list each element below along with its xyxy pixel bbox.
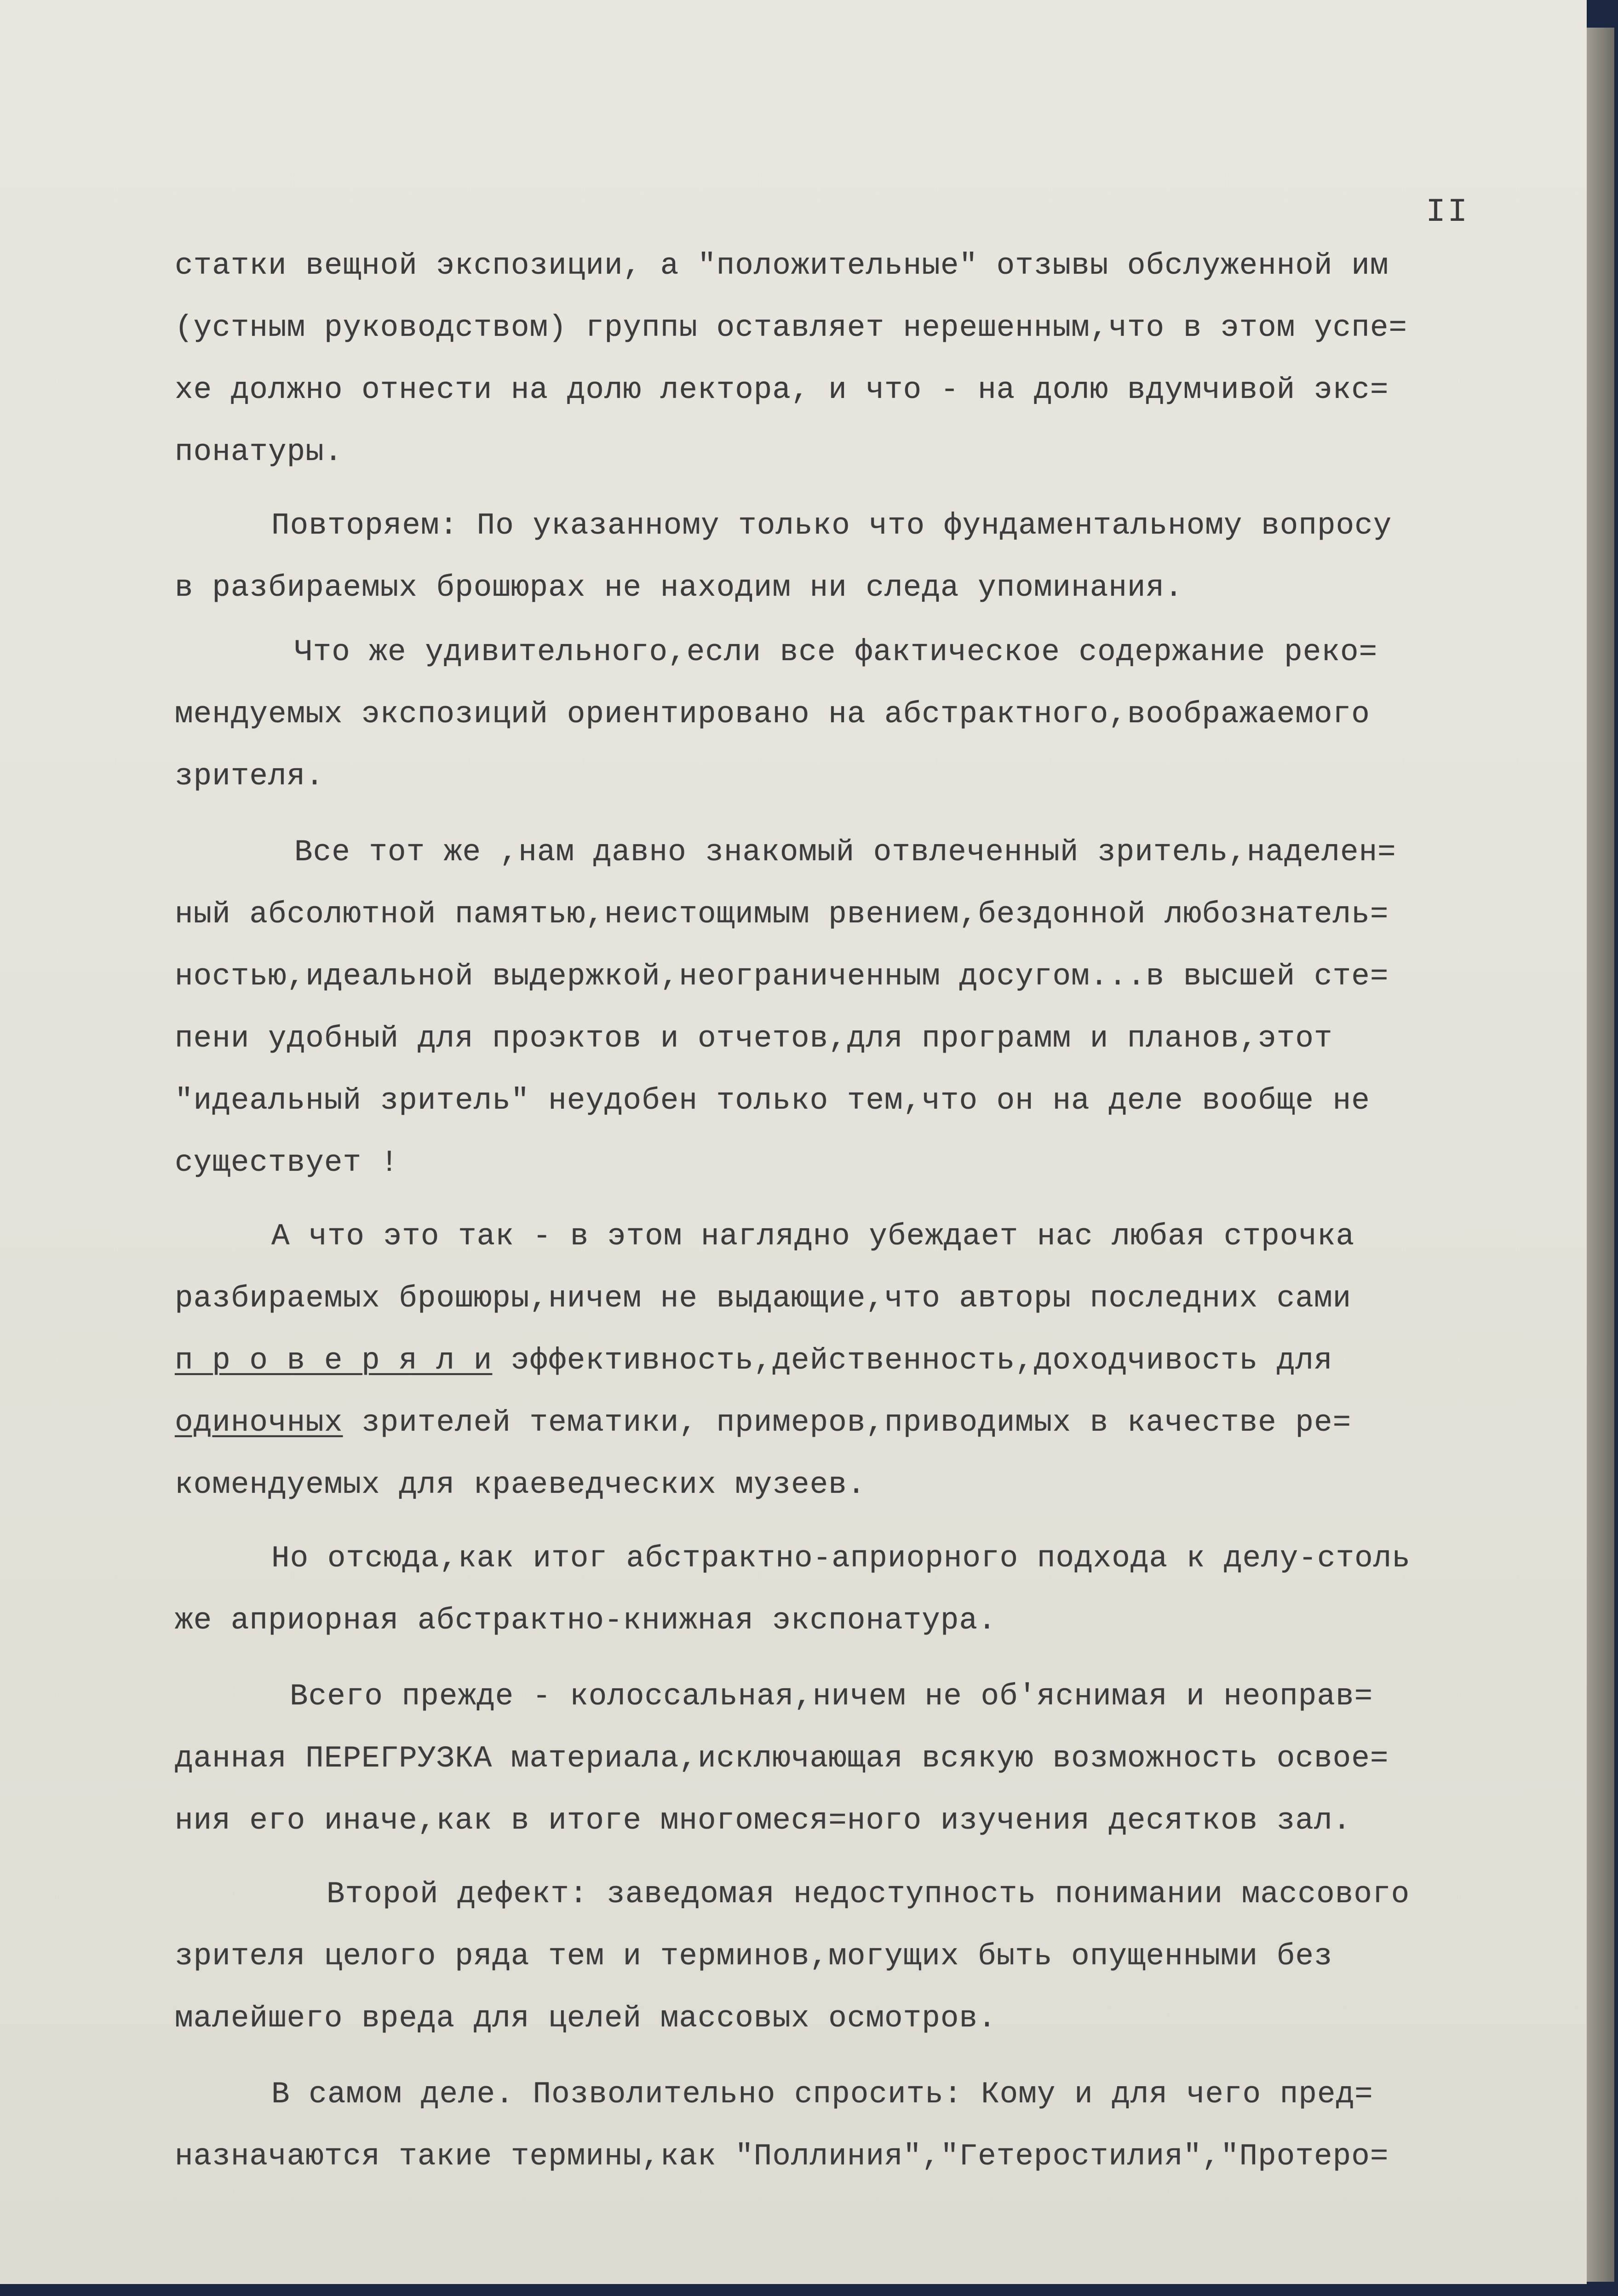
text-line-13: пени удобный для проэктов и отчетов,для программ и планов,этот	[175, 1021, 1333, 1056]
text-line-1: статки вещной экспозиции, а "положительные" отзывы обслуженной им	[175, 248, 1389, 283]
text-line-2: (устным руководством) группы оставляет нерешенным,что в этом успе=	[175, 311, 1408, 345]
text-line-6: в разбираемых брошюрах не находим ни следа упоминания.	[175, 570, 1183, 605]
text-line-19-rest: зрителей тематики, примеров,приводимых в качестве ре=	[343, 1405, 1352, 1440]
text-line-11: ный абсолютной памятью,неистощимым рвением,бездонной любознатель=	[175, 897, 1389, 932]
text-line-24: данная ПЕРЕГРУЗКА материала,исключающая всякую возможность освое=	[175, 1741, 1389, 1776]
text-line-28: малейшего вреда для целей массовых осмотров.	[175, 2001, 997, 2036]
text-line-4: понатуры.	[175, 435, 343, 469]
text-line-30: назначаются такие термины,как "Поллиния","Гетеростилия","Протеро=	[175, 2139, 1389, 2174]
text-line-17: разбираемых брошюры,ничем не выдающие,что авторы последних сами	[175, 1281, 1352, 1316]
text-line-25: ния его иначе,как в итоге многомеся=ного изучения десятков зал.	[175, 1803, 1352, 1838]
text-line-7: Что же удивительного,если все фактическое содержание реко=	[294, 635, 1378, 669]
text-line-9: зрителя.	[175, 759, 324, 794]
text-line-29: В самом деле. Позволительно спросить: Кому и для чего пред=	[271, 2077, 1373, 2112]
text-line-12: ностью,идеальной выдержкой,неограниченным досугом...в высшей сте=	[175, 959, 1389, 994]
text-line-8: мендуемых экспозиций ориентировано на абстрактного,воображаемого	[175, 697, 1370, 731]
text-line-22: же априорная абстрактно-книжная экспонатура.	[175, 1603, 997, 1638]
text-line-10: Все тот же ,нам давно знакомый отвлеченный зритель,наделен=	[294, 835, 1396, 869]
text-line-18-rest: эффективность,действенность,доходчивость для	[492, 1343, 1333, 1378]
text-line-26: Второй дефект: заведомая недоступность понимании массового	[327, 1877, 1410, 1911]
text-line-20: комендуемых для краеведческих музеев.	[175, 1467, 866, 1502]
underlined-word-proveryali: п р о в е р я л и	[175, 1343, 493, 1378]
text-line-14: "идеальный зритель" неудобен только тем,что он на деле вообще не	[175, 1083, 1370, 1118]
page-number: II	[1426, 193, 1469, 231]
text-line-21: Но отсюда,как итог абстрактно-априорного подхода к делу-столь	[271, 1541, 1411, 1576]
text-line-27: зрителя целого ряда тем и терминов,могущих быть опущенными без	[175, 1939, 1333, 1974]
text-line-16: А что это так - в этом наглядно убеждает нас любая строчка	[271, 1219, 1355, 1254]
text-line-3: хе должно отнести на долю лектора, и что - на долю вдумчивой экс=	[175, 373, 1389, 407]
text-line-5: Повторяем: По указанному только что фундаментальному вопросу	[271, 508, 1392, 543]
underlined-word-odinochnykh: одиночных	[175, 1405, 343, 1440]
text-line-15: существует !	[175, 1145, 399, 1180]
text-line-18	[175, 1343, 1333, 1394]
text-line-23: Всего прежде - колоссальная,ничем не об'яснимая и неоправ=	[290, 1679, 1373, 1714]
text-line-19	[175, 1405, 1351, 1456]
